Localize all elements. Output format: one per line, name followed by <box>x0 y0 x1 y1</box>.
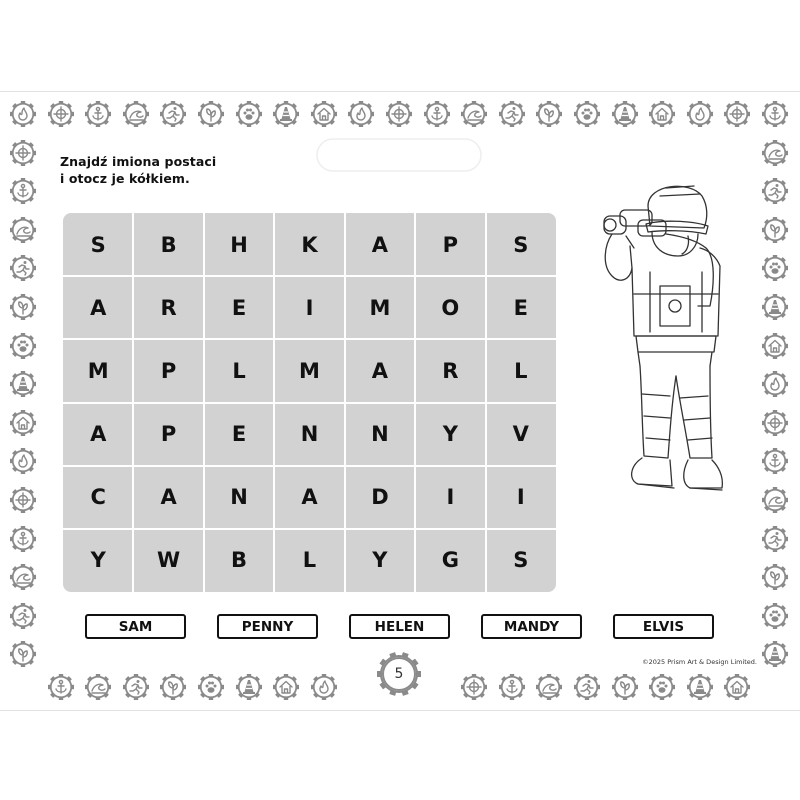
grid-cell[interactable]: C <box>90 485 106 510</box>
leaf-icon <box>762 564 788 590</box>
grid-cell[interactable]: V <box>512 422 529 447</box>
wave-icon <box>461 101 487 127</box>
crosshair-icon <box>461 674 487 700</box>
house-icon <box>10 410 36 436</box>
wave-icon <box>85 674 111 700</box>
grid-cell[interactable]: A <box>90 295 107 320</box>
grid-cell[interactable]: N <box>300 422 319 447</box>
runner-icon <box>762 526 788 552</box>
copyright-text: ©2025 Prism Art & Design Limited. <box>642 658 757 666</box>
grid-cell[interactable]: E <box>231 295 247 320</box>
grid-cell[interactable]: L <box>232 358 246 383</box>
grid-cell[interactable]: E <box>513 295 528 320</box>
wave-icon <box>10 564 36 590</box>
anchor-icon <box>10 526 36 552</box>
grid-cell[interactable]: S <box>513 232 529 257</box>
grid-cell[interactable]: E <box>231 422 247 447</box>
instruction-text <box>60 153 216 187</box>
paw-icon <box>10 333 36 359</box>
grid-cell[interactable]: Y <box>90 548 106 573</box>
house-icon <box>311 101 337 127</box>
activity-page <box>0 91 800 711</box>
paw-icon <box>574 101 600 127</box>
grid-cell[interactable]: A <box>371 232 389 257</box>
instruction-line-2: i otocz je kółkiem. <box>60 171 190 186</box>
paw-icon <box>762 603 788 629</box>
grid-divider <box>63 402 556 404</box>
cone-icon <box>10 371 36 397</box>
page-number: 5 <box>394 666 404 682</box>
firefighter-illustration <box>590 176 730 506</box>
crosshair-icon <box>10 140 36 166</box>
anchor-icon <box>85 101 111 127</box>
grid-cell[interactable]: P <box>160 422 177 447</box>
grid-cell[interactable]: S <box>90 232 106 257</box>
grid-cell[interactable]: I <box>305 295 314 320</box>
flame-icon <box>348 101 374 127</box>
cone-icon <box>762 641 788 667</box>
grid-cell[interactable]: A <box>301 485 318 510</box>
grid-cell[interactable]: A <box>371 358 389 383</box>
runner-icon <box>160 101 186 127</box>
grid-cell[interactable]: K <box>301 232 318 257</box>
grid-cell[interactable]: Y <box>442 422 458 447</box>
house-icon <box>724 674 750 700</box>
grid-divider <box>63 275 556 277</box>
anchor-icon <box>48 674 74 700</box>
anchor-icon <box>10 178 36 204</box>
grid-cell[interactable]: D <box>371 485 389 510</box>
grid-cell[interactable]: B <box>160 232 177 257</box>
flame-icon <box>10 448 36 474</box>
grid-cell[interactable]: A <box>90 422 107 447</box>
grid-cell[interactable]: B <box>231 548 248 573</box>
grid-cell[interactable]: P <box>160 358 177 383</box>
leaf-icon <box>536 101 562 127</box>
leaf-icon <box>10 641 36 667</box>
paw-icon <box>198 674 224 700</box>
grid-cell[interactable]: M <box>369 295 391 320</box>
grid-divider <box>63 528 556 530</box>
cone-icon <box>762 294 788 320</box>
grid-cell[interactable]: L <box>514 358 528 383</box>
flame-icon <box>687 101 713 127</box>
grid-cell[interactable]: I <box>446 485 455 510</box>
wave-icon <box>762 487 788 513</box>
wave-icon <box>536 674 562 700</box>
anchor-icon <box>424 101 450 127</box>
house-icon <box>762 333 788 359</box>
runner-icon <box>10 255 36 281</box>
grid-cell[interactable]: W <box>157 548 181 573</box>
runner-icon <box>123 674 149 700</box>
leaf-icon <box>762 217 788 243</box>
instruction-line-1: Znajdź imiona postaci <box>60 154 217 169</box>
crosshair-icon <box>386 101 412 127</box>
grid-cell[interactable]: H <box>230 232 248 257</box>
grid-cell[interactable]: G <box>441 548 459 573</box>
paw-icon <box>236 101 262 127</box>
house-icon <box>273 674 299 700</box>
leaf-icon <box>10 294 36 320</box>
runner-icon <box>499 101 525 127</box>
anchor-icon <box>762 448 788 474</box>
word-sam[interactable]: SAM <box>85 614 186 639</box>
flame-icon <box>10 101 36 127</box>
runner-icon <box>574 674 600 700</box>
crosshair-icon <box>724 101 750 127</box>
grid-divider <box>63 338 556 340</box>
word-search-grid <box>63 213 556 592</box>
grid-cell[interactable]: L <box>302 548 317 573</box>
wave-icon <box>10 217 36 243</box>
crosshair-icon <box>762 410 788 436</box>
grid-cell[interactable]: R <box>160 295 177 320</box>
cone-icon <box>236 674 262 700</box>
runner-icon <box>762 178 788 204</box>
grid-cell[interactable]: R <box>442 358 459 383</box>
crosshair-icon <box>10 487 36 513</box>
grid-cell[interactable]: A <box>160 485 177 510</box>
paw-icon <box>649 674 675 700</box>
paw-icon <box>762 255 788 281</box>
grid-cell[interactable]: Y <box>372 548 388 573</box>
wave-icon <box>123 101 149 127</box>
word-helen[interactable]: HELEN <box>349 614 450 639</box>
grid-cell[interactable]: S <box>513 548 529 573</box>
grid-cell[interactable]: M <box>299 358 320 383</box>
title-placeholder-bubble <box>316 138 482 172</box>
flame-icon <box>311 674 337 700</box>
grid-cell[interactable]: N <box>371 422 389 447</box>
leaf-icon <box>160 674 186 700</box>
crosshair-icon <box>48 101 74 127</box>
cone-icon <box>612 101 638 127</box>
cone-icon <box>687 674 713 700</box>
grid-cell[interactable]: I <box>516 485 525 510</box>
leaf-icon <box>198 101 224 127</box>
grid-cell[interactable]: M <box>87 358 109 383</box>
grid-cell[interactable]: N <box>230 485 248 510</box>
house-icon <box>649 101 675 127</box>
anchor-icon <box>762 101 788 127</box>
grid-divider <box>63 465 556 467</box>
grid-cell[interactable]: P <box>442 232 459 257</box>
leaf-icon <box>612 674 638 700</box>
cone-icon <box>273 101 299 127</box>
wave-icon <box>762 140 788 166</box>
anchor-icon <box>499 674 525 700</box>
runner-icon <box>10 603 36 629</box>
word-penny[interactable]: PENNY <box>217 614 318 639</box>
word-mandy[interactable]: MANDY <box>481 614 582 639</box>
word-elvis[interactable]: ELVIS <box>613 614 714 639</box>
flame-icon <box>762 371 788 397</box>
grid-cell[interactable]: O <box>441 295 460 320</box>
